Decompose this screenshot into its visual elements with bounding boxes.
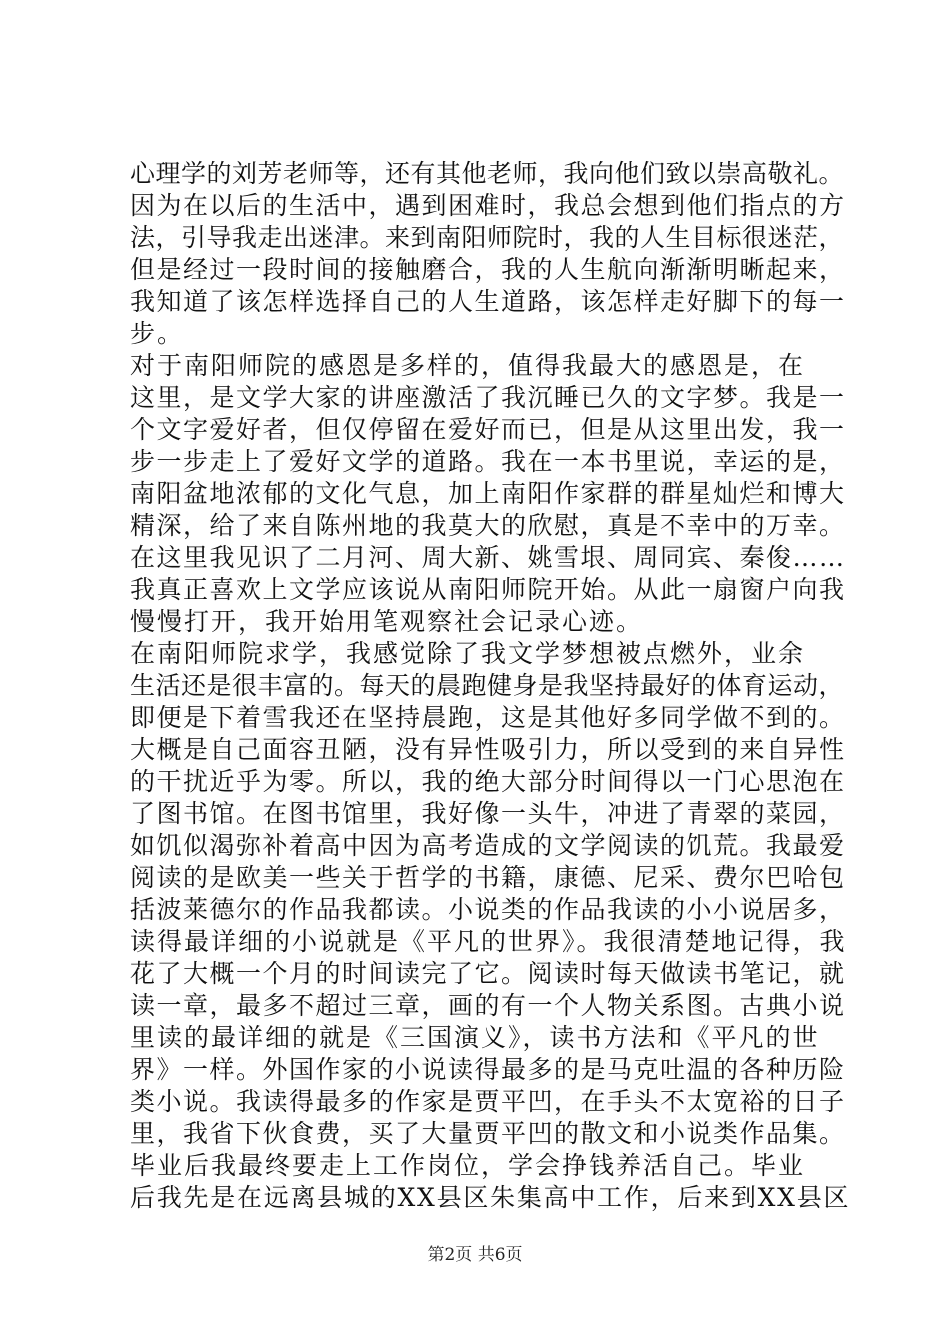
text-line: 但是经过一段时间的接触磨合，我的人生航向渐渐明晰起来， [130, 255, 846, 284]
text-line: 阅读的是欧美一些关于哲学的书籍，康德、尼采、费尔巴哈包 [130, 863, 846, 892]
text-line: 慢慢打开，我开始用笔观察社会记录心迹。 [130, 607, 644, 636]
text-line: 步一步走上了爱好文学的道路。我在一本书里说，幸运的是， [130, 447, 846, 476]
text-line: 如饥似渴弥补着高中因为高考造成的文学阅读的饥荒。我最爱 [130, 831, 846, 860]
page-footer: 第2页 共6页 [427, 1245, 523, 1265]
text-line: 南阳盆地浓郁的文化气息，加上南阳作家群的群星灿烂和博大 [130, 479, 846, 508]
text-line: 在这里我见识了二月河、周大新、姚雪垠、周同宾、秦俊…… [130, 543, 846, 572]
text-line: 花了大概一个月的时间读完了它。阅读时每天做读书笔记，就 [130, 959, 846, 988]
text-line: 类小说。我读得最多的作家是贾平凹，在手头不太宽裕的日子 [130, 1087, 846, 1116]
document-body [130, 158, 850, 1214]
text-line: 因为在以后的生活中，遇到困难时，我总会想到他们指点的方 [130, 191, 846, 220]
text-line: 读一章，最多不超过三章，画的有一个人物关系图。古典小说 [130, 991, 846, 1020]
text-line: 步。 [130, 319, 185, 348]
text-line: 括波莱德尔的作品我都读。小说类的作品我读的小小说居多， [130, 895, 846, 924]
text-line: 里读的最详细的就是《三国演义》，读书方法和《平凡的世 [130, 1023, 820, 1052]
text-line: 在南阳师院求学，我感觉除了我文学梦想被点燃外，业余 [130, 639, 806, 668]
text-line: 大概是自己面容丑陋，没有异性吸引力，所以受到的来自异性 [130, 735, 846, 764]
text-line: 法，引导我走出迷津。来到南阳师院时，我的人生目标很迷茫， [130, 223, 845, 252]
text-line: 这里，是文学大家的讲座激活了我沉睡已久的文字梦。我是一 [130, 383, 846, 412]
text-line: 我知道了该怎样选择自己的人生道路，该怎样走好脚下的每一 [130, 287, 846, 316]
text-line: 的干扰近乎为零。所以，我的绝大部分时间得以一门心思泡在 [130, 767, 846, 796]
text-line: 即便是下着雪我还在坚持晨跑，这是其他好多同学做不到的。 [130, 703, 846, 732]
text-line: 我真正喜欢上文学应该说从南阳师院开始。从此一扇窗户向我 [130, 575, 846, 604]
text-line: 毕业后我最终要走上工作岗位，学会挣钱养活自己。毕业 [130, 1151, 806, 1180]
text-line: 心理学的刘芳老师等，还有其他老师，我向他们致以崇高敬礼。 [130, 159, 845, 188]
text-line: 后我先是在远离县城的XX县区朱集高中工作，后来到XX县区 [130, 1183, 851, 1212]
text-line: 生活还是很丰富的。每天的晨跑健身是我坚持最好的体育运动， [130, 671, 845, 700]
text-line: 里，我省下伙食费，买了大量贾平凹的散文和小说类作品集。 [130, 1119, 846, 1148]
text-line: 界》一样。外国作家的小说读得最多的是马克吐温的各种历险 [130, 1055, 846, 1084]
text-line: 对于南阳师院的感恩是多样的，值得我最大的感恩是，在 [130, 351, 806, 380]
text-line: 精深，给了来自陈州地的我莫大的欣慰，真是不幸中的万幸。 [130, 511, 846, 540]
text-line: 了图书馆。在图书馆里，我好像一头牛，冲进了青翠的菜园， [130, 799, 846, 828]
text-line: 个文字爱好者，但仅停留在爱好而已，但是从这里出发，我一 [130, 415, 846, 444]
text-line: 读得最详细的小说就是《平凡的世界》。我很清楚地记得，我 [130, 927, 847, 956]
